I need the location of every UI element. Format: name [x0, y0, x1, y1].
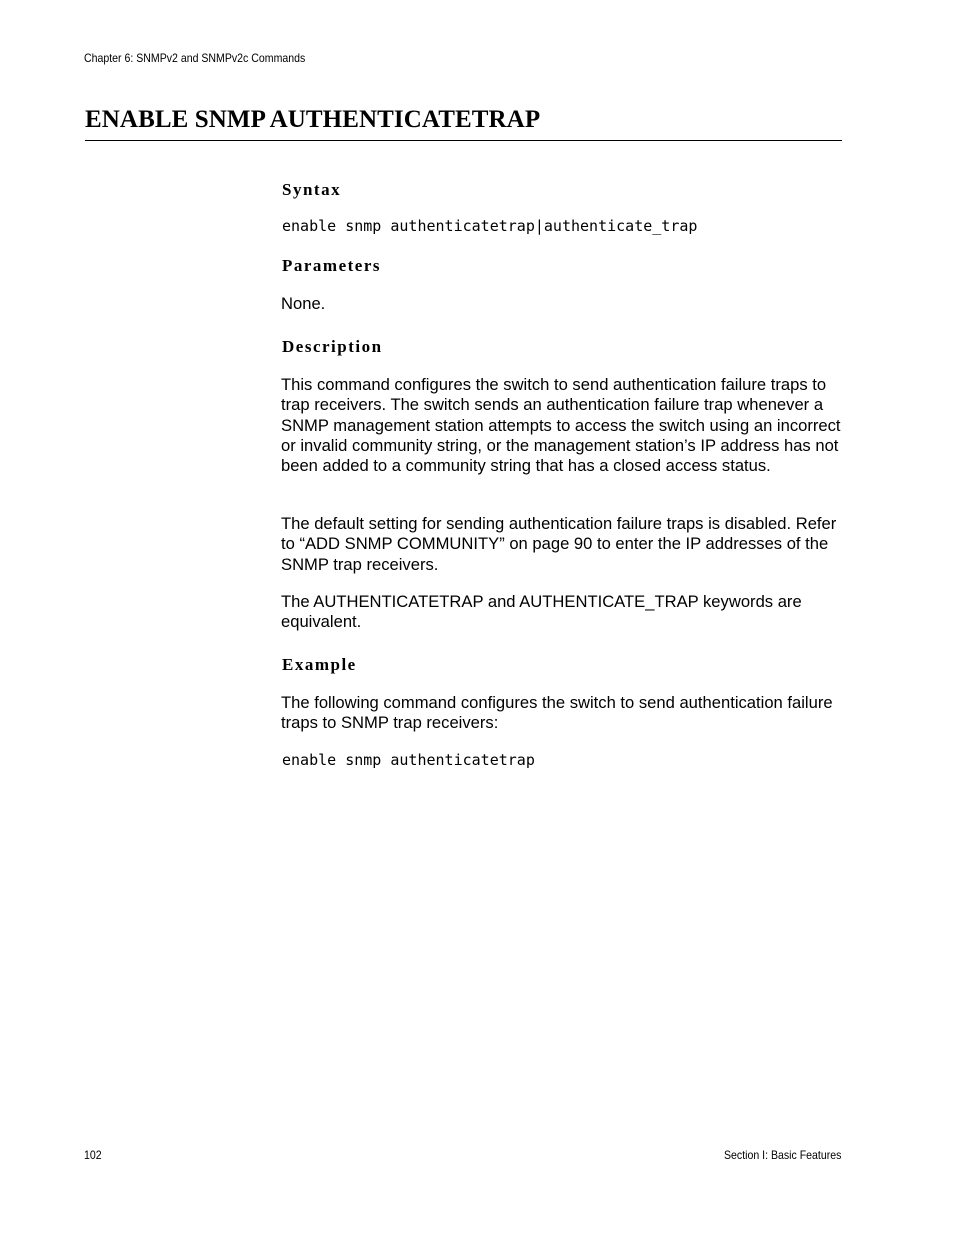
- page-number: 102: [84, 1148, 102, 1162]
- parameters-heading: Parameters: [282, 256, 382, 275]
- example-command: enable snmp authenticatetrap: [282, 751, 535, 769]
- syntax-heading: Syntax: [282, 180, 342, 199]
- syntax-command: enable snmp authenticatetrap|authenticate_trap: [282, 217, 698, 235]
- section-label: Section I: Basic Features: [723, 1148, 841, 1162]
- description-heading: Description: [282, 337, 383, 356]
- description-paragraph-3: The AUTHENTICATETRAP and AUTHENTICATE_TRAP keywords are equivalent.: [281, 592, 802, 632]
- parameters-text: None.: [281, 294, 326, 313]
- page-title: ENABLE SNMP AUTHENTICATETRAP: [85, 106, 541, 133]
- description-paragraph-1: This command configures the switch to send authentication failure traps to trap receivers. The switch sends an authentication failure trap whenever a SNMP management station attempts to access the switch using an incorrect or invalid community string, or the management station’s IP address has not been added to a community string that has a closed access status.: [281, 375, 841, 476]
- example-text: The following command configures the switch to send authentication failure traps to SNMP trap receivers:: [281, 693, 833, 733]
- description-paragraph-2: The default setting for sending authentication failure traps is disabled. Refer to “ADD SNMP COMMUNITY” on page 90 to enter the IP addresses of the SNMP trap receivers.: [281, 514, 837, 574]
- title-rule: [85, 140, 842, 141]
- example-heading: Example: [282, 655, 357, 674]
- running-header: Chapter 6: SNMPv2 and SNMPv2c Commands: [84, 51, 306, 65]
